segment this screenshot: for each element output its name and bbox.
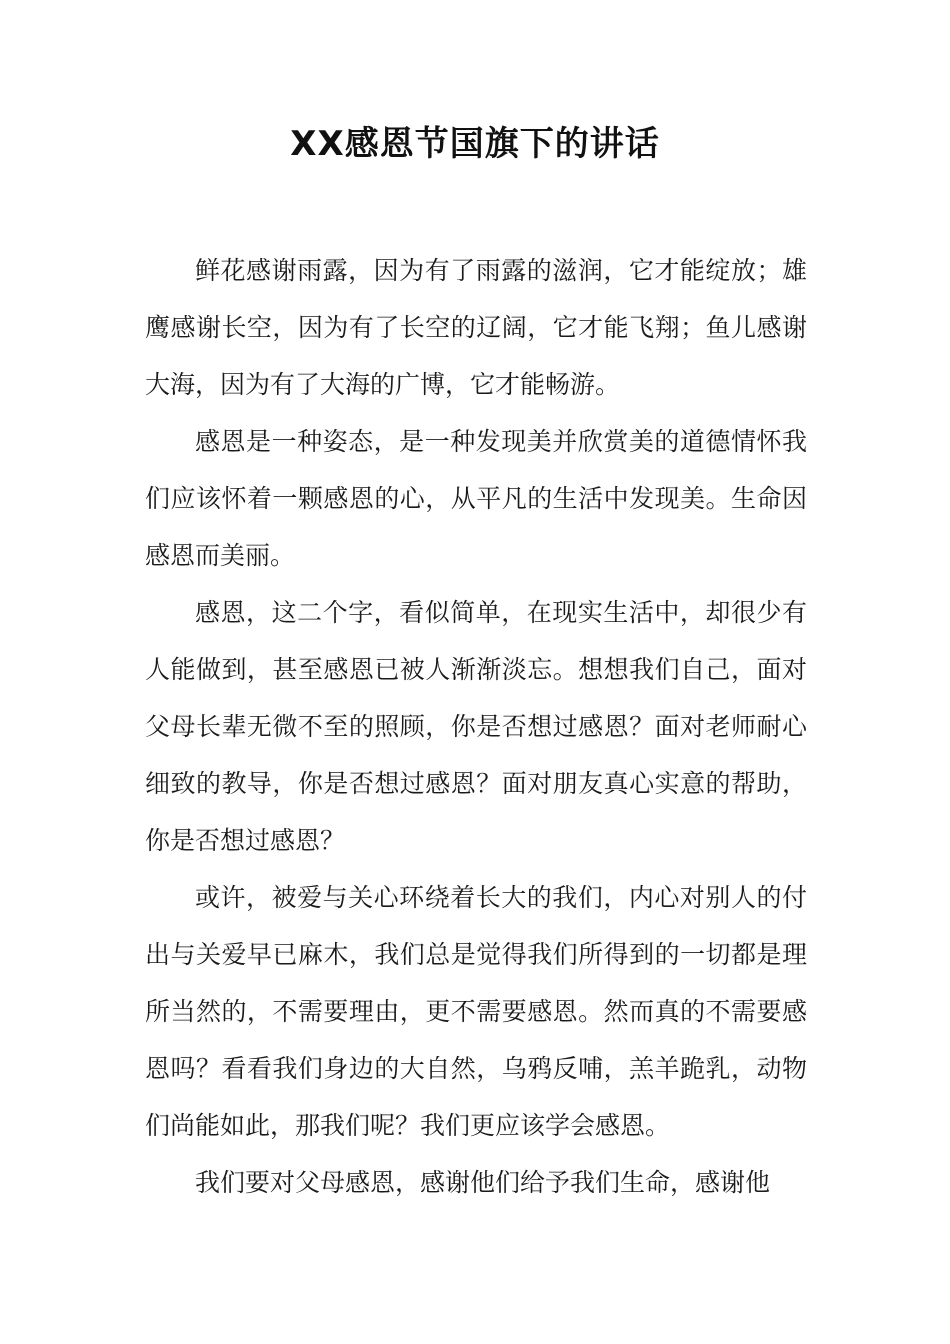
paragraph: 感恩是一种姿态，是一种发现美并欣赏美的道德情怀我们应该怀着一颗感恩的心，从平凡的生活中发现美。生命因感恩而美丽。: [145, 427, 807, 570]
paragraph: 或许，被爱与关心环绕着长大的我们，内心对别人的付出与关爱早已麻木，我们总是觉得我们所得到的一切都是理所当然的，不需要理由，更不需要感恩。然而真的不需要感恩吗？看看我们身边的大自然，乌鸦反哺，羔羊跪乳，动物们尚能如此，那我们呢？我们更应该学会感恩。: [145, 883, 807, 1140]
document-body: [145, 242, 807, 1211]
document-title: XX感恩节国旗下的讲话: [290, 124, 660, 164]
paragraph: 感恩，这二个字，看似简单，在现实生活中，却很少有人能做到，甚至感恩已被人渐渐淡忘。想想我们自己，面对父母长辈无微不至的照顾，你是否想过感恩？面对老师耐心细致的教导，你是否想过感恩？面对朋友真心实意的帮助，你是否想过感恩？: [145, 598, 807, 855]
paragraph: 鲜花感谢雨露，因为有了雨露的滋润，它才能绽放；雄鹰感谢长空，因为有了长空的辽阔，它才能飞翔；鱼儿感谢大海，因为有了大海的广博，它才能畅游。: [145, 256, 807, 399]
paragraph: 我们要对父母感恩，感谢他们给予我们生命，感谢他: [195, 1168, 771, 1197]
